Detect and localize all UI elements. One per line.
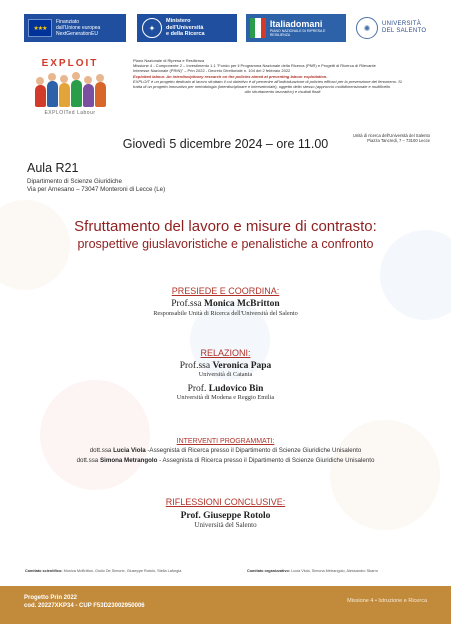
intervention-item bbox=[0, 446, 451, 456]
exploit-subtitle: EXPLOITed Labour bbox=[44, 110, 96, 116]
intervention-prefix: dott.ssa bbox=[76, 456, 100, 464]
chair-name: Monica McBritton bbox=[204, 299, 280, 309]
unisalento-line2: DEL SALENTO bbox=[382, 28, 427, 34]
footer-project bbox=[24, 594, 145, 610]
italiadomani-logo bbox=[246, 14, 346, 42]
workers-illustration-icon bbox=[22, 71, 118, 107]
project-line5: EXPLOIT è un progetto dedicato al lavoro sfruttato il cui obiettivo è di pervenire all'individuazione di policies efficaci per la prevenzione del fenomeno. Si bbox=[133, 78, 402, 84]
intervention-role: -Assegnista di Ricerca presso il Dipartimento di Scienze Giuridiche Unisalento bbox=[145, 447, 362, 454]
speaker-prefix: Prof.ssa bbox=[179, 361, 213, 371]
event-address: Via per Arnesano – 73047 Monteroni di Lecce (Le) bbox=[27, 186, 166, 193]
project-info bbox=[133, 58, 433, 94]
exploit-title: EXPLOIT bbox=[41, 58, 99, 69]
speaker-name: Ludovico Bin bbox=[208, 384, 264, 394]
intervention-name: Simona Metrangolo bbox=[99, 456, 158, 464]
speaker-affiliation: Università di Modena e Reggio Emilia bbox=[176, 394, 275, 401]
eu-flag-icon: ★★★ bbox=[28, 19, 52, 37]
mur-logo bbox=[137, 14, 237, 42]
mur-logo-line3: e della Ricerca bbox=[166, 31, 205, 38]
intervention-name: Lucia Viola bbox=[113, 447, 146, 454]
project-line1: Piano Nazionale di Ripresa e Resilienza bbox=[133, 58, 205, 63]
footer-mission: Missione 4 • Istruzione e Ricerca bbox=[347, 598, 427, 604]
organizing-committee-label: Comitato organizzativo: bbox=[247, 569, 291, 573]
mur-logo-line2: dell'Università bbox=[166, 24, 204, 31]
italian-flag-icon bbox=[250, 18, 266, 38]
mur-logo-line1: Ministero bbox=[166, 18, 191, 25]
university-seal-icon: ✺ bbox=[356, 17, 378, 39]
speaker-name-line bbox=[0, 384, 451, 394]
research-unit-name: Unità di ricerca dell'Università del Salento bbox=[352, 133, 430, 138]
republic-emblem-icon: ✦ bbox=[142, 18, 162, 38]
organizing-committee bbox=[247, 569, 378, 573]
interventions-section bbox=[0, 438, 451, 465]
conclusions-speaker: Prof. Giuseppe Rotolo bbox=[180, 511, 271, 521]
eu-logo bbox=[24, 14, 126, 42]
event-title-line2: prospettive giuslavoristiche e penalistiche a confronto bbox=[77, 237, 374, 251]
event-department: Dipartimento di Scienze Giuridiche bbox=[27, 178, 122, 185]
conclusions-section bbox=[0, 497, 451, 529]
eu-logo-line3: NextGenerationEU bbox=[56, 31, 98, 37]
speaker-prefix: Prof. bbox=[187, 384, 209, 394]
chair-name-line bbox=[0, 299, 451, 309]
conclusions-name bbox=[0, 511, 451, 521]
italiadomani-sub: PIANO NAZIONALE DI RIPRESA E RESILIENZA bbox=[269, 29, 326, 37]
chair-heading: PRESIEDE E COORDINA: bbox=[171, 286, 280, 296]
organizing-committee-members: Lucia Viola, Simona Metrangolo, Alessandro Sbarro bbox=[290, 569, 378, 573]
speaker-affiliation: Università di Catania bbox=[198, 371, 253, 378]
chair-section bbox=[0, 286, 451, 317]
event-room: Aula R21 bbox=[27, 161, 79, 175]
scientific-committee-label: Comitato scientifico: bbox=[25, 569, 63, 573]
project-line6: tratta di un progetto innovativo per metodologia (interdisciplinare e intersettoriale), oggetto dello stesso (approccio multidimensionale e multilivello bbox=[133, 84, 391, 90]
project-line4: Exploited labour. An interdisciplinary research on the policies aimed at preventing labour exploitation. bbox=[133, 73, 328, 79]
project-line7: allo sfruttamento lavorativo) e risultati finali. bbox=[244, 89, 322, 95]
exploit-logo bbox=[22, 58, 118, 118]
logo-band bbox=[0, 0, 451, 52]
footer-band bbox=[0, 586, 451, 624]
chair-affiliation: Responsabile Unità di Ricerca dell'Università del Salento bbox=[153, 310, 298, 317]
event-venue bbox=[27, 178, 165, 194]
unisalento-logo bbox=[356, 14, 428, 42]
committees bbox=[25, 569, 435, 573]
talks-heading: RELAZIONI: bbox=[200, 348, 251, 358]
event-title-line1: Sfruttamento del lavoro e misure di contrasto: bbox=[74, 218, 377, 235]
chair-prefix: Prof.ssa bbox=[171, 299, 204, 309]
event-date: Giovedì 5 dicembre 2024 – ore 11.00 bbox=[122, 137, 329, 151]
talks-section bbox=[0, 348, 451, 401]
project-line2: Missione 4 - Componente 2 – Investimento 1.1 "Fondo per il Programma Nazionale della Ricerca (PNR) e Progetti di Ricerca di Rilevante bbox=[133, 63, 376, 69]
intervention-item bbox=[0, 456, 451, 466]
scientific-committee-members: Monica McBritton, Giulio De Simone, Giuseppe Rotolo, Stella Laforgia bbox=[62, 569, 182, 573]
italiadomani-name: Italiadomani bbox=[269, 19, 323, 29]
intervention-prefix: dott.ssa bbox=[89, 447, 114, 454]
research-unit-address: Piazza Tancredi, 7 – 73100 Lecce bbox=[367, 138, 430, 144]
project-line3: Interesse Nazionale (PRIN)" – Prin 2022 - Decreto Direttoriale n. 104 del 2 febbraio 2022 bbox=[133, 68, 291, 74]
eu-logo-line2: dall'Unione europea bbox=[56, 25, 101, 31]
conclusions-heading: RIFLESSIONI CONCLUSIVE: bbox=[165, 497, 286, 507]
speaker-name-line bbox=[0, 361, 451, 371]
event-title bbox=[0, 217, 451, 253]
eu-logo-line1: Finanziato bbox=[56, 19, 80, 25]
footer-line2: cod. 20227XKP34 - CUP F53D23002950006 bbox=[24, 603, 145, 609]
interventions-heading: INTERVENTI PROGRAMMATI: bbox=[176, 438, 275, 445]
unisalento-line1: UNIVERSITÀ bbox=[382, 21, 422, 27]
speaker-name: Veronica Papa bbox=[212, 361, 272, 371]
conclusions-affiliation: Università del Salento bbox=[194, 521, 257, 529]
scientific-committee bbox=[25, 569, 181, 573]
footer-line1: Progetto Prin 2022 bbox=[24, 595, 78, 601]
intervention-role: - Assegnista di Ricerca presso il Dipartimento di Scienze Giuridiche Unisalento bbox=[157, 456, 375, 464]
